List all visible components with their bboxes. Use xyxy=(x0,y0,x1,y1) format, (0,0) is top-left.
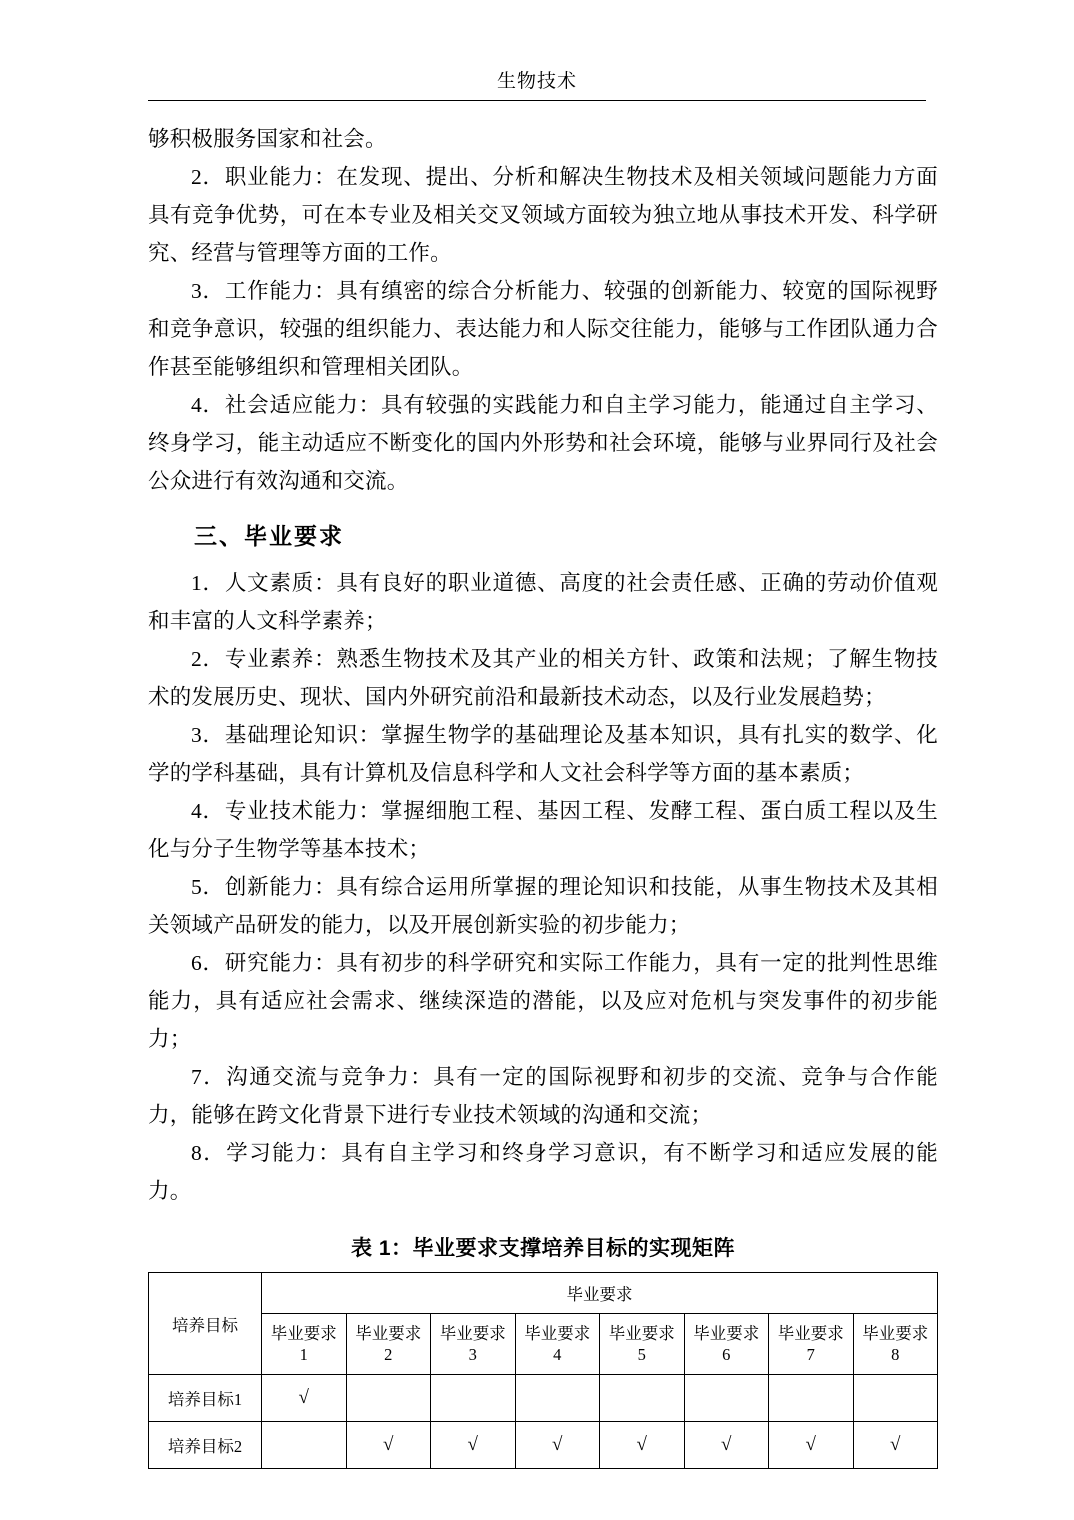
paragraph-social-adaptation: 4．社会适应能力：具有较强的实践能力和自主学习能力，能通过自主学习、终身学习，能主动适应不断变化的国内外形势和社会环境，能够与业界同行及社会公众进行有效沟通和交流。 xyxy=(148,393,938,493)
col-header-number-2: 2 xyxy=(384,1345,393,1364)
requirement-item-2: 2．专业素养：熟悉生物技术及其产业的相关方针、政策和法规；了解生物技术的发展历史、现状、国内外研究前沿和最新技术动态，以及行业发展趋势； xyxy=(148,647,938,709)
requirement-item-4: 4．专业技术能力：掌握细胞工程、基因工程、发酵工程、蛋白质工程以及生化与分子生物学等基本技术； xyxy=(148,799,938,861)
cell-goal1-req3 xyxy=(431,1375,516,1422)
table-col-header-2 xyxy=(346,1314,431,1375)
table-col-header-6 xyxy=(684,1314,769,1375)
requirement-item-7: 7．沟通交流与竞争力：具有一定的国际视野和初步的交流、竞争与合作能力，能够在跨文化背景下进行专业技术领域的沟通和交流； xyxy=(148,1065,938,1127)
col-header-label-5: 毕业要求 xyxy=(608,1324,675,1343)
table-corner-header: 培养目标 xyxy=(149,1273,262,1375)
col-header-number-4: 4 xyxy=(553,1345,562,1364)
col-header-number-5: 5 xyxy=(637,1345,646,1364)
col-header-number-3: 3 xyxy=(468,1345,477,1364)
matrix-table xyxy=(148,1272,938,1469)
cell-goal1-req5 xyxy=(600,1375,685,1422)
cell-goal2-req7: √ xyxy=(769,1422,854,1469)
col-header-label-8: 毕业要求 xyxy=(862,1324,929,1343)
table-caption: 表 1：毕业要求支撑培养目标的实现矩阵 xyxy=(350,1237,735,1260)
col-header-label-4: 毕业要求 xyxy=(524,1324,591,1343)
table-row xyxy=(149,1422,938,1469)
row-label-goal-1: 培养目标1 xyxy=(149,1375,262,1422)
cell-goal2-req1 xyxy=(262,1422,347,1469)
col-header-label-6: 毕业要求 xyxy=(693,1324,760,1343)
requirement-item-8: 8．学习能力：具有自主学习和终身学习意识，有不断学习和适应发展的能力。 xyxy=(148,1141,938,1203)
requirement-item-1: 1．人文素质：具有良好的职业道德、高度的社会责任感、正确的劳动价值观和丰富的人文科学素养； xyxy=(148,571,938,633)
col-header-number-8: 8 xyxy=(891,1345,900,1364)
header-divider xyxy=(148,100,926,101)
table-col-header-8 xyxy=(853,1314,938,1375)
col-header-number-1: 1 xyxy=(299,1345,308,1364)
requirement-item-6: 6．研究能力：具有初步的科学研究和实际工作能力，具有一定的批判性思维能力，具有适应社会需求、继续深造的潜能，以及应对危机与突发事件的初步能力； xyxy=(148,951,938,1051)
table-row xyxy=(149,1375,938,1422)
table-row-group-header xyxy=(149,1273,938,1314)
document-body xyxy=(148,120,938,1469)
cell-goal1-req6 xyxy=(684,1375,769,1422)
table-col-header-4 xyxy=(515,1314,600,1375)
paragraph-continuation: 够积极服务国家和社会。 xyxy=(148,127,387,151)
table-col-header-5 xyxy=(600,1314,685,1375)
col-header-number-7: 7 xyxy=(806,1345,815,1364)
col-header-label-2: 毕业要求 xyxy=(355,1324,422,1343)
cell-goal1-req8 xyxy=(853,1375,938,1422)
table-group-header: 毕业要求 xyxy=(262,1273,938,1314)
row-label-goal-2: 培养目标2 xyxy=(149,1422,262,1469)
paragraph-career-ability: 2．职业能力：在发现、提出、分析和解决生物技术及相关领域问题能力方面具有竞争优势，可在本专业及相关交叉领域方面较为独立地从事技术开发、科学研究、经营与管理等方面的工作。 xyxy=(148,165,938,265)
cell-goal2-req5: √ xyxy=(600,1422,685,1469)
table-col-header-7 xyxy=(769,1314,854,1375)
col-header-label-7: 毕业要求 xyxy=(777,1324,844,1343)
cell-goal2-req3: √ xyxy=(431,1422,516,1469)
cell-goal2-req2: √ xyxy=(346,1422,431,1469)
cell-goal1-req1: √ xyxy=(262,1375,347,1422)
cell-goal1-req2 xyxy=(346,1375,431,1422)
cell-goal2-req6: √ xyxy=(684,1422,769,1469)
requirement-item-3: 3．基础理论知识：掌握生物学的基础理论及基本知识，具有扎实的数学、化学的学科基础，具有计算机及信息科学和人文社会科学等方面的基本素质； xyxy=(148,723,938,785)
col-header-label-3: 毕业要求 xyxy=(439,1324,506,1343)
table-row-column-headers xyxy=(149,1314,938,1375)
requirement-item-5: 5．创新能力：具有综合运用所掌握的理论知识和技能，从事生物技术及其相关领域产品研发的能力，以及开展创新实验的初步能力； xyxy=(148,875,938,937)
cell-goal2-req8: √ xyxy=(853,1422,938,1469)
running-header: 生物技术 xyxy=(496,71,577,92)
table-col-header-1 xyxy=(262,1314,347,1375)
paragraph-work-ability: 3．工作能力：具有缜密的综合分析能力、较强的创新能力、较宽的国际视野和竞争意识，较强的组织能力、表达能力和人际交往能力，能够与工作团队通力合作甚至能够组织和管理相关团队。 xyxy=(148,279,938,379)
col-header-label-1: 毕业要求 xyxy=(270,1324,337,1343)
table-col-header-3 xyxy=(431,1314,516,1375)
cell-goal1-req4 xyxy=(515,1375,600,1422)
cell-goal2-req4: √ xyxy=(515,1422,600,1469)
cell-goal1-req7 xyxy=(769,1375,854,1422)
col-header-number-6: 6 xyxy=(722,1345,731,1364)
section-title-graduation-requirements: 三、毕业要求 xyxy=(194,523,344,549)
